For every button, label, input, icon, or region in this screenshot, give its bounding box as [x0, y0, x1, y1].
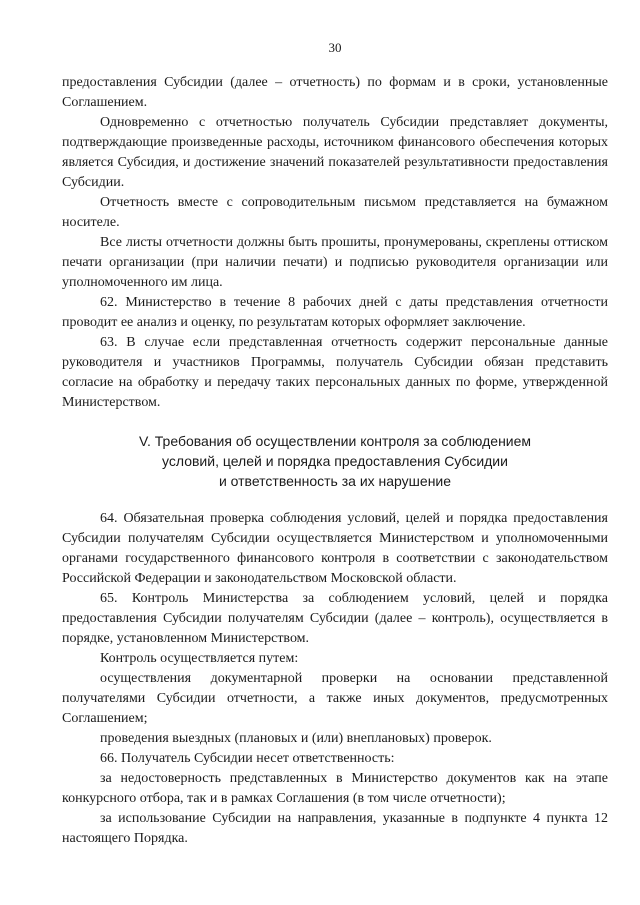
- paragraph: за использование Субсидии на направления, указанные в подпункте 4 пункта 12 настоящего Порядка.: [62, 811, 608, 846]
- section-heading-line: V. Требования об осуществлении контроля за соблюдением: [138, 433, 532, 449]
- paragraph: осуществления документарной проверки на основании представленной получателями Субсидии отчетности, а также иных документов, предусмотренных Соглашением;: [62, 671, 608, 726]
- paragraph: Отчетность вместе с сопроводительным письмом представляется на бумажном носителе.: [62, 195, 608, 230]
- section-heading: [62, 431, 608, 491]
- section-heading-line: условий, целей и порядка предоставления Субсидии: [162, 453, 508, 469]
- document-body: [62, 73, 608, 849]
- paragraph-item-66: 66. Получатель Субсидии несет ответственность:: [100, 751, 395, 766]
- paragraph-item-64: 64. Обязательная проверка соблюдения условий, целей и порядка предоставления Субсидии получателям Субсидии осуществляется Министерством и уполномоченными органами государственного финансового контроля в соответствии с законодательством Российской Федерации и законодательством Московской области.: [62, 511, 608, 586]
- paragraph: Все листы отчетности должны быть прошиты, пронумерованы, скреплены оттиском печати организации (при наличии печати) и подписью руководителя организации или уполномоченного им лица.: [62, 235, 608, 290]
- paragraph-item-65: 65. Контроль Министерства за соблюдением условий, целей и порядка предоставления Субсидии получателям Субсидии (далее – контроль), осуществляется в порядке, установленном Министерством.: [62, 591, 608, 646]
- paragraph: Контроль осуществляется путем:: [100, 651, 299, 666]
- section-heading-line: и ответственность за их нарушение: [218, 473, 452, 489]
- paragraph: проведения выездных (плановых и (или) внеплановых) проверок.: [100, 731, 492, 746]
- paragraph-item-63: 63. В случае если представленная отчетность содержит персональные данные руководителя и участников Программы, получатель Субсидии обязан представить согласие на обработку и передачу таких персональных данных по форме, утвержденной Министерством.: [62, 335, 608, 410]
- page-number: 30: [328, 40, 342, 55]
- paragraph-item-62: 62. Министерство в течение 8 рабочих дней с даты представления отчетности проводит ее анализ и оценку, по результатам которых оформляет заключение.: [62, 295, 608, 330]
- paragraph: предоставления Субсидии (далее – отчетность) по формам и в сроки, установленные Соглашением.: [62, 75, 608, 110]
- paragraph: за недостоверность представленных в Министерство документов как на этапе конкурсного отбора, так и в рамках Соглашения (в том числе отчетности);: [62, 771, 608, 806]
- paragraph: Одновременно с отчетностью получатель Субсидии представляет документы, подтверждающие произведенные расходы, источником финансового обеспечения которых является Субсидия, и достижение значений показателей результативности предоставления Субсидии.: [62, 115, 608, 190]
